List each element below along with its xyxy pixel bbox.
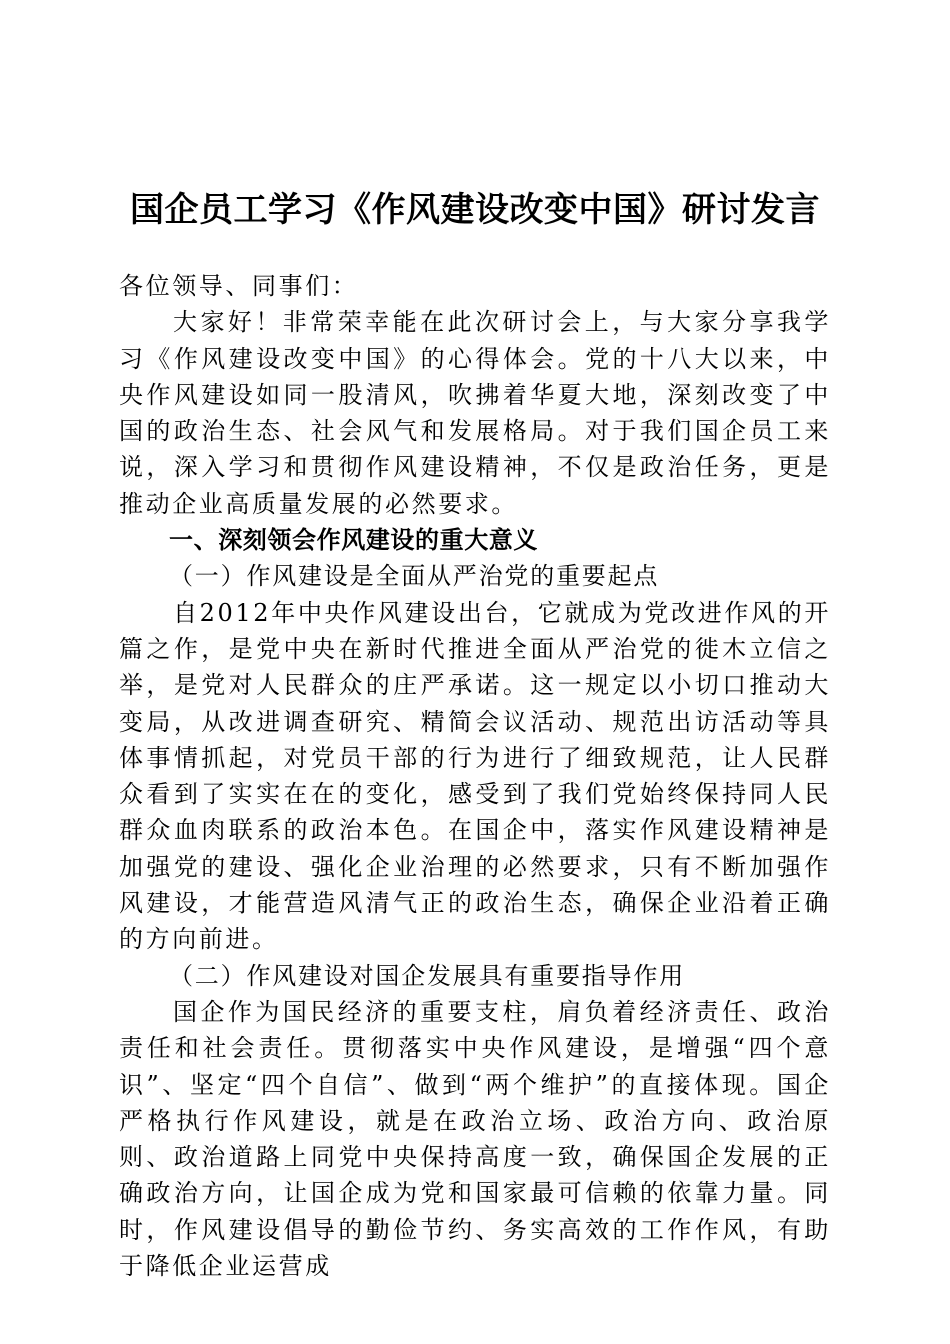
intro-paragraph: 大家好！非常荣幸能在此次研讨会上，与大家分享我学习《作风建设改变中国》的心得体会。党的十八大以来，中央作风建设如同一股清风，吹拂着华夏大地，深刻改变了中国的政治生态、社会风气和发展格局。对于我们国企员工来说，深入学习和贯彻作风建设精神，不仅是政治任务，更是推动企业高质量发展的必然要求。: [119, 308, 831, 518]
document-body: [119, 268, 831, 1284]
salutation: 各位领导、同事们：: [119, 272, 359, 300]
subsection-heading-1: （一）作风建设是全面从严治党的重要起点: [169, 562, 660, 591]
document-title: 国企员工学习《作风建设改变中国》研讨发言: [130, 190, 820, 230]
subsection-paragraph-2: 国企作为国民经济的重要支柱，肩负着经济责任、政治责任和社会责任。贯彻落实中央作风建设，是增强“四个意识”、坚定“四个自信”、做到“两个维护”的直接体现。国企严格执行作风建设，就是在政治立场、政治方向、政治原则、政治道路上同党中央保持高度一致，确保国企发展的正确政治方向，让国企成为党和国家最可信赖的依靠力量。同时，作风建设倡导的勤俭节约、务实高效的工作作风，有助于降低企业运营成: [119, 997, 831, 1281]
subsection-heading-2: （二）作风建设对国企发展具有重要指导作用: [169, 961, 685, 990]
subsection-paragraph-1: 自2012年中央作风建设出台，它就成为党改进作风的开篇之作，是党中央在新时代推进全面从严治党的徙木立信之举，是党对人民群众的庄严承诺。这一规定以小切口推动大变局，从改进调查研究、精简会议活动、规范出访活动等具体事情抓起，对党员干部的行为进行了细致规范，让人民群众看到了实实在在的变化，感受到了我们党始终保持同人民群众血肉联系的政治本色。在国企中，落实作风建设精神是加强党的建设、强化企业治理的必然要求，只有不断加强作风建设，才能营造风清气正的政治生态，确保企业沿着正确的方向前进。: [119, 598, 831, 954]
section-heading-1: 一、深刻领会作风建设的重大意义: [169, 526, 538, 555]
